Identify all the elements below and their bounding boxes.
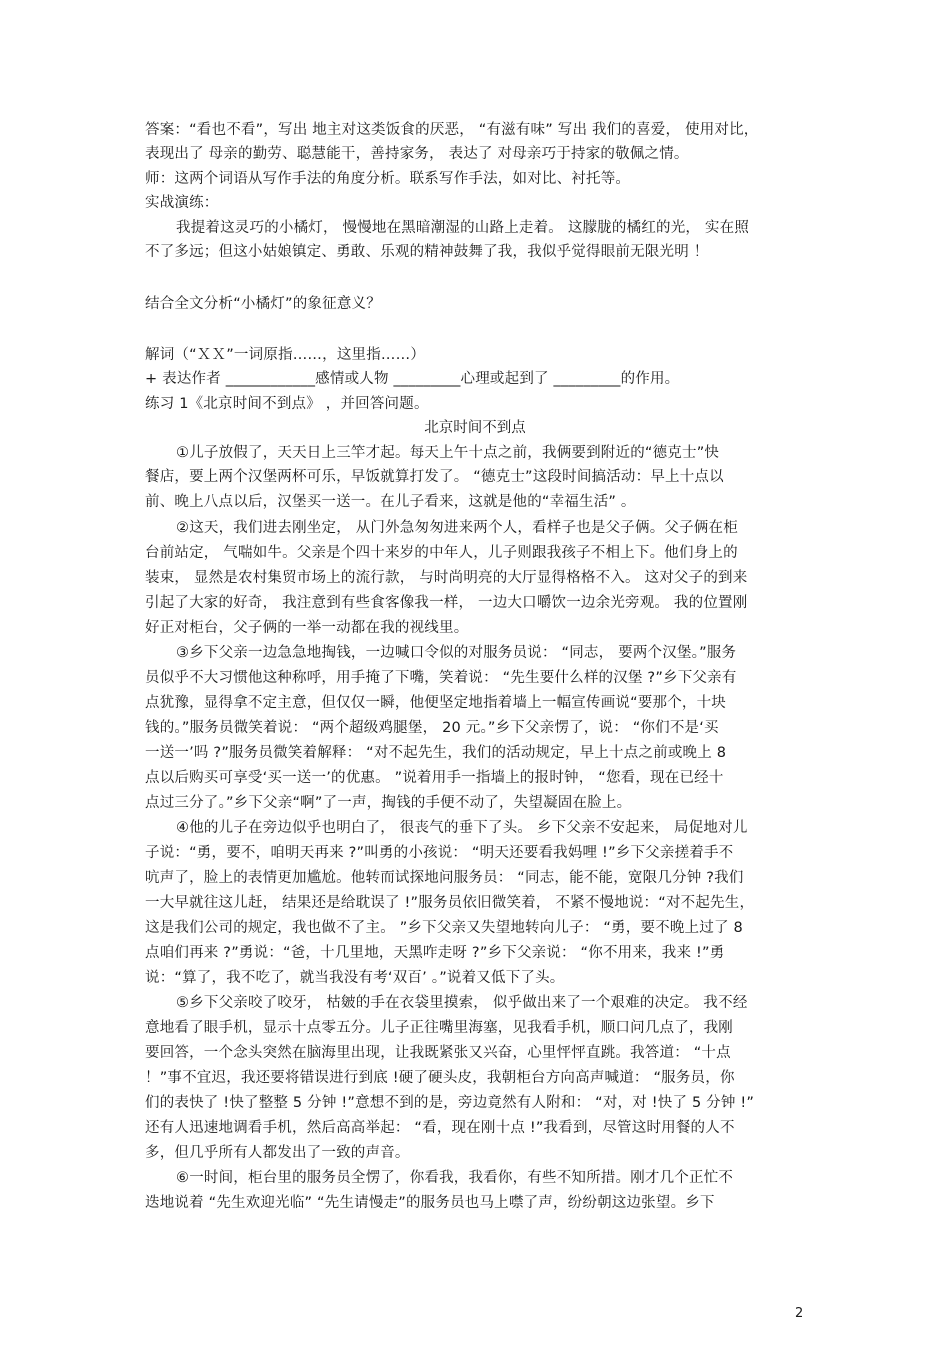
paragraph-1-line: 前、晚上八点以后，汉堡买一送一。在儿子看来，这就是他的“幸福生活” 。 (145, 494, 636, 510)
paragraph-2-line: 好正对柜台，父子俩的一举一动都在我的视线里。 (145, 620, 469, 636)
paragraph-5-line: ！”事不宜迟，我还要将错误进行到底 !硬了硬头皮，我朝柜台方向高声喊道： “服务员，你 (145, 1070, 735, 1086)
paragraph-5-line: 还有人迅速地调看手机，然后高高举起： “看，现在刚十点 !”我看到，尽管这时用餐的人不 (145, 1120, 735, 1136)
page-number: 2 (795, 1306, 804, 1321)
exercise-heading: 练习 1《北京时间不到点》 ，并回答问题。 (145, 396, 429, 412)
paragraph-4-line: 一大早就往这儿赶， 结果还是给耽误了 !”服务员依旧微笑着， 不紧不慢地说：“对不起先生， (145, 895, 755, 911)
paragraph-2-line: ②这天，我们进去刚坐定， 从门外急匆匆进来两个人，看样子也是父子俩。父子俩在柜 (176, 520, 738, 536)
paragraph-3-line: 点以后购买可享受‘买一送一’的优惠。 ”说着用手一指墙上的报时钟， “您看，现在已经十 (145, 770, 724, 786)
paragraph-1-line: 餐店，要上两个汉堡两杯可乐，早饭就算打发了。 “德克士”这段时间搞活动：早上十点以 (145, 469, 724, 485)
paragraph-2-line: 装束， 显然是农村集贸市场上的流行款， 与时尚明亮的大厅显得格格不入。 这对父子的到来 (145, 570, 748, 586)
paragraph-5-line: 们的表快了 !快了整整 5 分钟 !”意想不到的是，旁边竟然有人附和： “对，对 !快了 5 分钟 !” (145, 1095, 755, 1111)
paragraph-1-line: ①儿子放假了，天天日上三竿才起。每天上午十点之前，我俩要到附近的“德克士”快 (176, 445, 720, 461)
practice-heading: 实战演练： (145, 195, 219, 211)
paragraph-3-line: 员似乎不大习惯他这种称呼，用手掩了下嘴，笑着说： “先生要什么样的汉堡 ?”乡下父亲有 (145, 670, 737, 686)
paragraph-5-line: 多，但几乎所有人都发出了一致的声音。 (145, 1145, 410, 1161)
paragraph-5-line: 意地看了眼手机，显示十点零五分。儿子正往嘴里海塞，见我看手机，顺口问几点了，我刚 (145, 1020, 733, 1036)
paragraph-4-line: 点咱们再来 ?”勇说：“爸，十几里地，天黑咋走呀 ?”乡下父亲说： “你不用来，我来 !”勇 (145, 945, 725, 961)
practice-text-2: 不了多远；但这小姑娘镇定、勇敢、乐观的精神鼓舞了我，我似乎觉得眼前无限光明 ！ (145, 244, 709, 260)
practice-text-1: 我提着这灵巧的小橘灯， 慢慢地在黑暗潮湿的山路上走着。 这朦胧的橘红的光， 实在照 (176, 220, 750, 236)
paragraph-3-line: 一送一’吗 ?”服务员微笑着解释： “对不起先生，我们的活动规定，早上十点之前或晚上 8 (145, 745, 727, 761)
word-explanation-hint: 解词（“ＸＸ”一词原指……，这里指……） (145, 347, 426, 363)
expression-formula: + 表达作者 ____________感情或人物 _________心理或起到了 _________的作用。 (145, 371, 680, 387)
teacher-note: 师：这两个词语从写作手法的角度分析。联系写作手法，如对比、衬托等。 (145, 171, 631, 187)
paragraph-6-line: ⑥一时间，柜台里的服务员全愣了，你看我，我看你，有些不知所措。刚才几个正忙不 (176, 1170, 734, 1186)
paragraph-4-line: ④他的儿子在旁边似乎也明白了， 很丧气的垂下了头。 乡下父亲不安起来， 局促地对儿 (176, 820, 748, 836)
paragraph-2-line: 台前站定， 气喘如牛。父亲是个四十来岁的中年人，儿子则跟我孩子不相上下。他们身上的 (145, 545, 738, 561)
paragraph-3-line: ③乡下父亲一边急急地掏钱，一边喊口令似的对服务员说： “同志， 要两个汉堡。”服务 (176, 645, 737, 661)
paragraph-3-line: 点犹豫，显得拿不定主意，但仅仅一瞬，他便坚定地指着墙上一幅宣传画说“要那个，十块 (145, 695, 727, 711)
paragraph-4-line: 吭声了，脸上的表情更加尴尬。他转而试探地问服务员： “同志，能不能，宽限几分钟 ?我们 (145, 870, 744, 886)
paragraph-5-line: 要回答，一个念头突然在脑海里出现，让我既紧张又兴奋，心里怦怦直跳。我答道： “十点 (145, 1045, 731, 1061)
paragraph-5-line: ⑤乡下父亲咬了咬牙， 枯皴的手在衣袋里摸索， 似乎做出来了一个艰难的决定。 我不经 (176, 995, 748, 1011)
paragraph-3-line: 钱的。”服务员微笑着说： “两个超级鸡腿堡， 20 元。”乡下父亲愣了，说： “你们不是‘买 (145, 720, 719, 736)
answer-line-2: 表现出了 母亲的勤劳、聪慧能干，善持家务， 表达了 对母亲巧于持家的敬佩之情。 (145, 146, 689, 162)
article-title: 北京时间不到点 (424, 420, 526, 436)
paragraph-2-line: 引起了大家的好奇， 我注意到有些食客像我一样， 一边大口嚼饮一边余光旁观。 我的位置刚 (145, 595, 748, 611)
question-symbolism: 结合全文分析“小橘灯”的象征意义？ (145, 296, 381, 312)
paragraph-4-line: 这是我们公司的规定，我也做不了主。 ”乡下父亲又失望地转向儿子： “勇，要不晚上过了 8 (145, 920, 743, 936)
paragraph-6-line: 迭地说着 “先生欢迎光临” “先生请慢走”的服务员也马上噤了声，纷纷朝这边张望。乡下 (145, 1195, 715, 1211)
paragraph-4-line: 说：“算了，我不吃了，就当我没有考‘双百’ 。”说着又低下了头。 (145, 970, 565, 986)
paragraph-3-line: 点过三分了。”乡下父亲“啊”了一声，掏钱的手便不动了，失望凝固在脸上。 (145, 795, 632, 811)
answer-line-1: 答案：“看也不看”，写出 地主对这类饭食的厌恶， “有滋有味” 写出 我们的喜爱， 使用对比， (145, 122, 759, 138)
paragraph-4-line: 子说：“勇，要不，咱明天再来 ?”叫勇的小孩说： “明天还要看我妈哩 !”乡下父亲搓着手不 (145, 845, 734, 861)
